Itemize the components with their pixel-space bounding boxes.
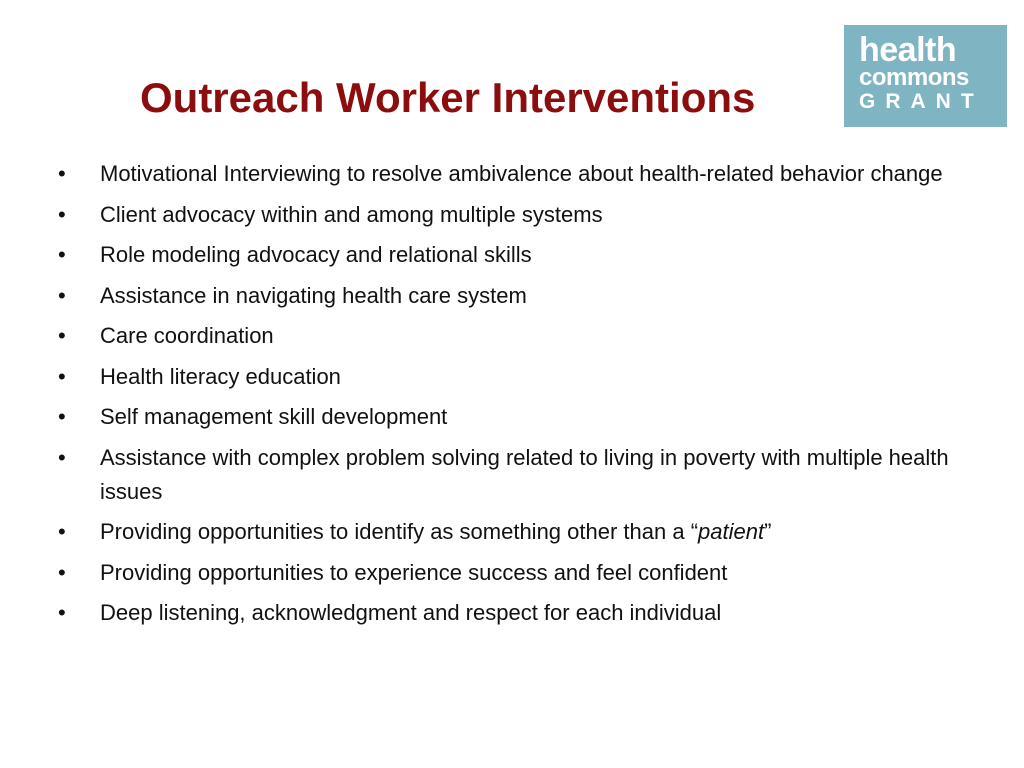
list-item [58,596,958,630]
list-item-text: Assistance with complex problem solving related to living in poverty with multiple health issues [100,444,949,504]
list-item-text [100,519,771,544]
list-item-text: Self management skill development [100,404,448,429]
logo-line-commons: commons [859,64,969,91]
bullet-icon: • [58,161,66,186]
bullet-icon: • [58,363,66,389]
bullet-icon: • [58,600,66,625]
bullet-icon: • [58,559,66,585]
list-item-text: Assistance in navigating health care system [100,282,527,308]
list-item [58,441,958,509]
list-item [58,319,958,353]
list-item-text: Health literacy education [100,363,341,389]
patient-italic-text: patient [698,519,765,544]
list-item [58,360,958,394]
logo-line-grant: GRANT [859,90,984,113]
bullet-icon: • [58,282,66,308]
interventions-list [58,157,958,637]
bullet-icon: • [58,201,66,227]
list-item [58,198,958,232]
list-item-text-after: ” [764,519,772,544]
list-item [58,400,958,434]
list-item [58,238,958,272]
list-item [58,515,958,549]
bullet-icon: • [58,519,66,544]
bullet-icon: • [58,404,66,429]
list-item [58,556,958,590]
bullet-icon: • [58,242,66,267]
list-item-text: Role modeling advocacy and relational skills [100,242,532,267]
list-item-text: Client advocacy within and among multiple systems [100,201,603,227]
slide-title: Outreach Worker Interventions [140,74,756,121]
logo-line-health: health [859,31,957,69]
bullet-icon: • [58,323,66,348]
list-item-text: Care coordination [100,323,274,348]
list-item [58,157,958,191]
list-item-text: Providing opportunities to experience success and feel confident [100,559,728,585]
list-item-text: Motivational Interviewing to resolve ambivalence about health-related behavior change [100,161,943,186]
health-commons-grant-logo [844,25,1007,127]
list-item [58,279,958,313]
bullet-icon: • [58,444,66,470]
list-item-text: Deep listening, acknowledgment and respect for each individual [100,600,722,625]
list-item-text-before: Providing opportunities to identify as something other than a “ [100,519,699,544]
